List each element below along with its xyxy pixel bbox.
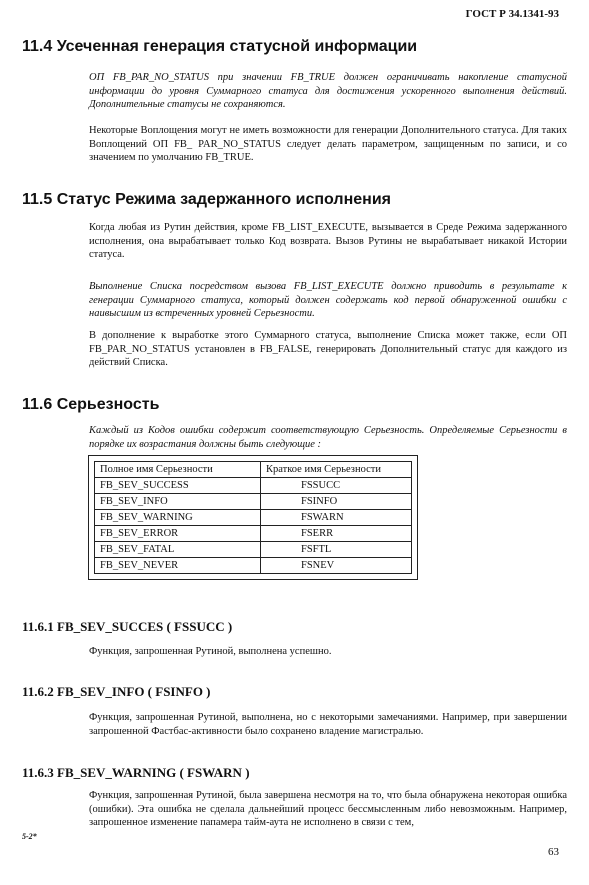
document-header: ГОСТ Р 34.1341-93	[465, 8, 559, 20]
table-row	[95, 558, 412, 574]
section-11-6-1-title: 11.6.1 FB_SEV_SUCCES ( FSSUCC )	[22, 619, 233, 634]
section-11-6-2-title: 11.6.2 FB_SEV_INFO ( FSINFO )	[22, 684, 211, 699]
table-row	[95, 526, 412, 542]
section-11-6-3-paragraph: Функция, запрошенная Рутиной, была завершена несмотря на то, что была обнаружена некоторая ошибка (ошибки). Эта ошибка не сделала дальнейший процесс бессмысленным либо невозможным. Например, запрошенное изменение папамера тайм-аута не исполнено в связи с тем,	[89, 790, 567, 829]
table-cell-full-name: FB_SEV_NEVER	[95, 558, 261, 574]
section-11-6-1-paragraph: Функция, запрошенная Рутиной, выполнена успешно.	[89, 646, 332, 657]
table-cell-full-name: FB_SEV_FATAL	[95, 542, 261, 558]
section-11-5-title: 11.5 Статус Режима задержанного исполнения	[22, 191, 391, 208]
section-11-6-title: 11.6 Серьезность	[22, 396, 160, 413]
table-header-full-name: Полное имя Серьезности	[95, 462, 261, 478]
section-11-5-paragraph-3: В дополнение к выработке этого Суммарного статуса, выполнение Списка может также, если ОП FB_PAR_NO_STATUS установлен в FB_FALSE, генерировать Дополнительный статус для каждого из действий Списка.	[89, 330, 567, 369]
table-cell-short-name: FSFTL	[261, 542, 412, 558]
table-cell-short-name: FSERR	[261, 526, 412, 542]
table-row	[95, 494, 412, 510]
table-row	[95, 542, 412, 558]
table-row	[95, 478, 412, 494]
table-cell-full-name: FB_SEV_WARNING	[95, 510, 261, 526]
page-number: 63	[548, 846, 559, 858]
section-11-6-paragraph-1: Каждый из Кодов ошибки содержит соответствующую Серьезность. Определяемые Серьезности в порядке их возрастания должны быть следующие :	[89, 425, 567, 450]
section-11-4-title: 11.4 Усеченная генерация статусной информации	[22, 38, 418, 55]
footer-signature: 5-2*	[22, 832, 37, 841]
table-header-row	[95, 462, 412, 478]
section-11-4-paragraph-2: Некоторые Воплощения могут не иметь возможности для генерации Дополнительного статуса. Для таких Воплощений ОП FB_ PAR_NO_STATUS следует делать параметром, защищенным по записи, и со значением по умолчанию FB_TRUE.	[89, 125, 567, 164]
table-cell-full-name: FB_SEV_ERROR	[95, 526, 261, 542]
table-cell-short-name: FSWARN	[261, 510, 412, 526]
table-cell-short-name: FSINFO	[261, 494, 412, 510]
section-11-5-paragraph-2: Выполнение Списка посредством вызова FB_LIST_EXECUTE должно приводить в результате к генерации Суммарного статуса, который должен содержать код первой обнаруженной ошибки с наивысшим из встреченных уровней Серьезности.	[89, 281, 567, 320]
table-row	[95, 510, 412, 526]
section-11-4-paragraph-1: ОП FB_PAR_NO_STATUS при значении FB_TRUE должен ограничивать накопление статусной информации до уровня Суммарного статуса для достижения ускоренного выполнения действий. Дополнительные статусы не сохраняются.	[89, 72, 567, 111]
section-11-6-3-title: 11.6.3 FB_SEV_WARNING ( FSWARN )	[22, 765, 250, 780]
severity-table	[94, 461, 412, 574]
section-11-5-paragraph-1: Когда любая из Рутин действия, кроме FB_LIST_EXECUTE, вызывается в Среде Режима задержанного исполнения, она вырабатывает только Код возврата. Вызов Рутины не вырабатывает никакой Истории статуса.	[89, 222, 567, 261]
table-cell-short-name: FSSUCC	[261, 478, 412, 494]
table-header-short-name: Краткое имя Серьезности	[261, 462, 412, 478]
section-11-6-2-paragraph: Функция, запрошенная Рутиной, выполнена, но с некоторыми замечаниями. Например, при завершении запрошенной Фастбас-активности было сохранено владение магистралью.	[89, 712, 567, 737]
table-cell-short-name: FSNEV	[261, 558, 412, 574]
table-cell-full-name: FB_SEV_INFO	[95, 494, 261, 510]
table-cell-full-name: FB_SEV_SUCCESS	[95, 478, 261, 494]
